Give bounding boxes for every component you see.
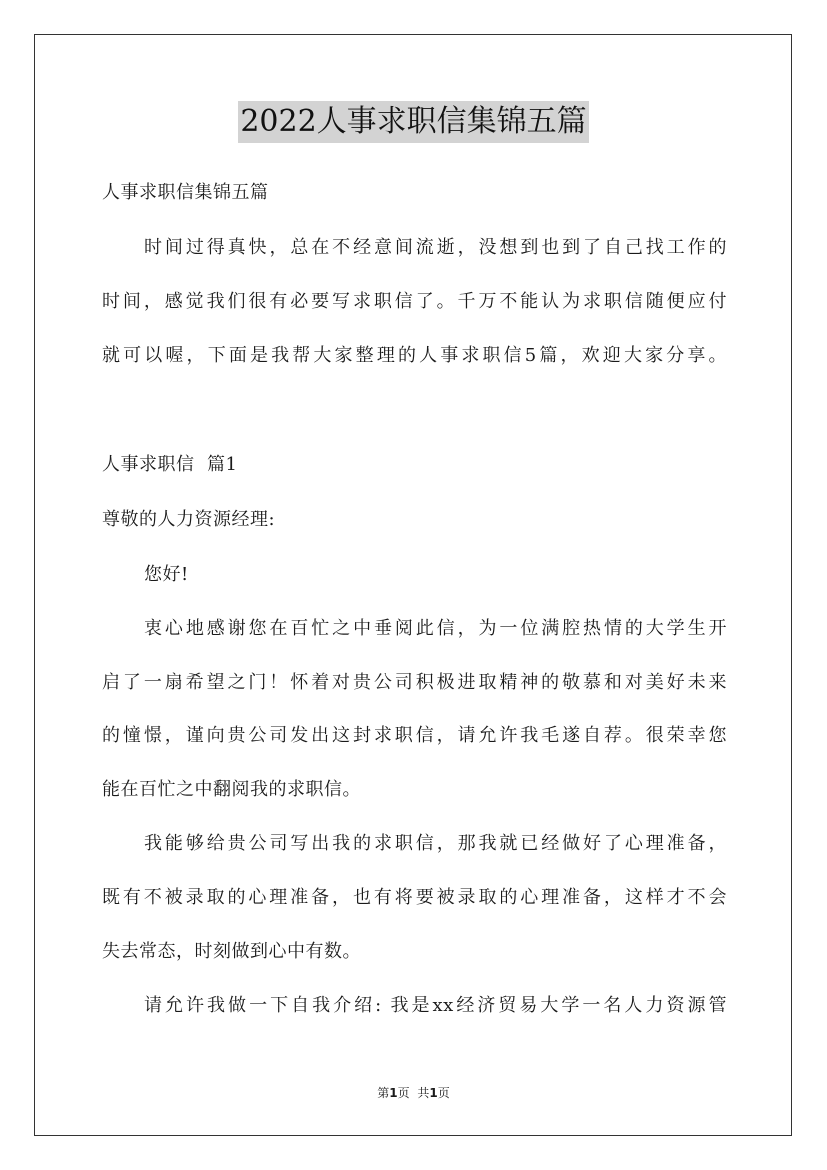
salutation: 尊敬的人力资源经理: [102, 509, 276, 530]
para2-line-2: 既有不被录取的心理准备，也有将要被录取的心理准备，这样才不会 [102, 887, 727, 908]
intro-line-2: 时间，感觉我们很有必要写求职信了。千万不能认为求职信随便应付 [102, 291, 727, 312]
title-container [0, 101, 827, 143]
para2-line-3: 失去常态，时刻做到心中有数。 [102, 941, 361, 962]
para2-line-1: 我能够给贵公司写出我的求职信，那我就已经做好了心理准备， [144, 833, 727, 854]
footer-page-number: 1 [389, 1086, 398, 1100]
para3-line-1: 请允许我做一下自我介绍: 我是xx经济贸易大学一名人力资源管 [144, 995, 727, 1016]
footer-total-suffix: 页 [437, 1086, 450, 1100]
document-subtitle: 人事求职信集锦五篇 [102, 182, 269, 203]
para1-line-4: 能在百忙之中翻阅我的求职信。 [102, 779, 361, 800]
document-title: 2022人事求职信集锦五篇 [238, 101, 588, 143]
greeting: 您好! [144, 564, 189, 585]
intro-line-1: 时间过得真快，总在不经意间流逝，没想到也到了自己找工作的 [144, 237, 727, 258]
footer-total-pages: 1 [429, 1086, 438, 1100]
page-footer [0, 1085, 827, 1101]
intro-line-3: 就可以喔，下面是我帮大家整理的人事求职信5篇，欢迎大家分享。 [102, 345, 727, 366]
footer-page-prefix: 第 [377, 1086, 390, 1100]
para1-line-2: 启了一扇希望之门！怀着对贵公司积极进取精神的敬慕和对美好未来 [102, 672, 727, 693]
footer-total-prefix: 共 [417, 1086, 430, 1100]
para1-line-3: 的憧憬，谨向贵公司发出这封求职信，请允许我毛遂自荐。很荣幸您 [102, 725, 727, 746]
footer-page-suffix: 页 [397, 1086, 410, 1100]
section-heading: 人事求职信 篇1 [102, 454, 238, 475]
para1-line-1: 衷心地感谢您在百忙之中垂阅此信，为一位满腔热情的大学生开 [144, 618, 727, 639]
